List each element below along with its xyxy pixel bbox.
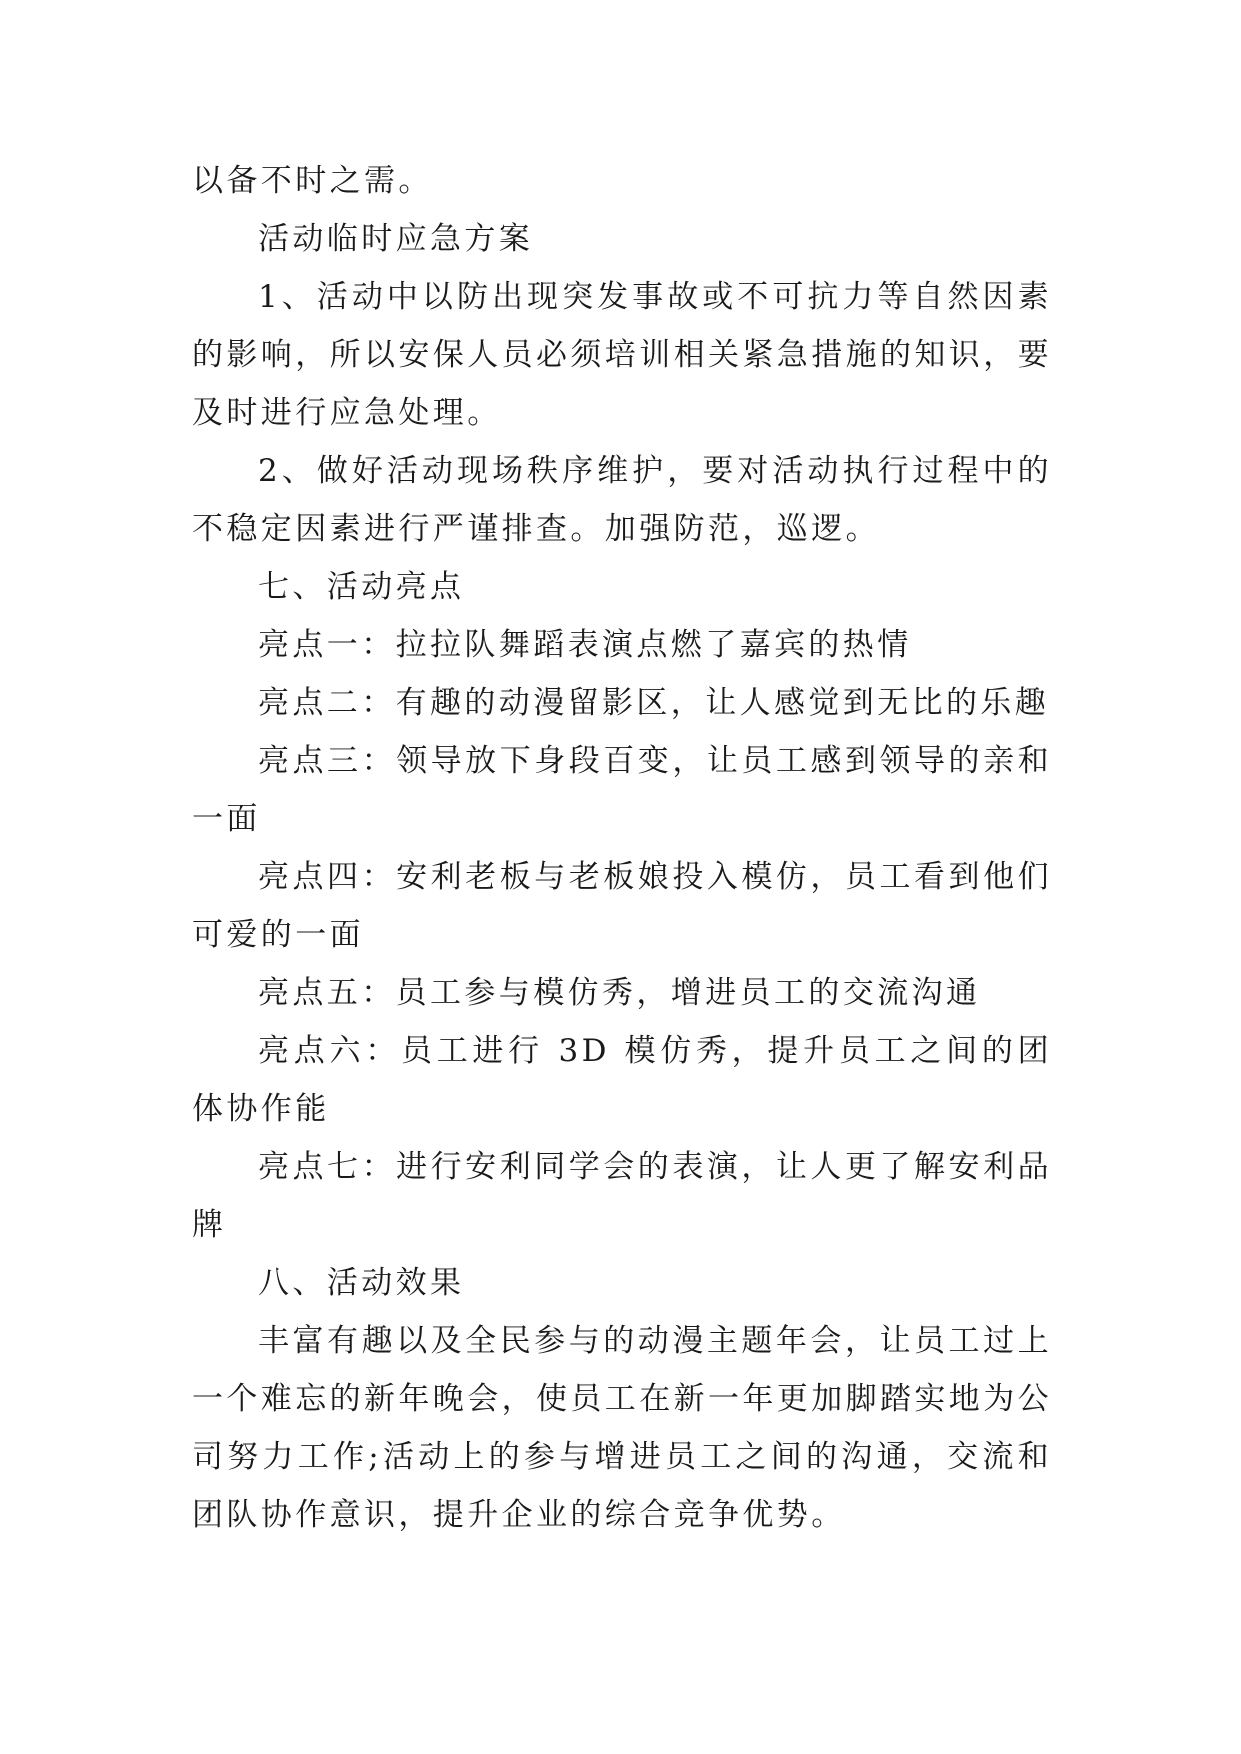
paragraph-continuation: 以备不时之需。 [192,163,433,199]
highlight-item-7: 亮点七：进行安利同学会的表演，让人更了解安利品牌 [192,1149,1052,1243]
paragraph-effects: 丰富有趣以及全民参与的动漫主题年会，让员工过上一个难忘的新年晚会，使员工在新一年更加脚踏实地为公司努力工作;活动上的参与增进员工之间的沟通，交流和团队协作意识，提升企业的综合竞争优势。 [192,1323,1052,1533]
highlight-item-3: 亮点三：领导放下身段百变，让员工感到领导的亲和一面 [192,743,1052,837]
section-heading-highlights: 七、活动亮点 [258,569,465,605]
paragraph-heading-emergency-plan: 活动临时应急方案 [258,221,534,257]
paragraph-emergency-item-1: 1、活动中以防出现突发事故或不可抗力等自然因素的影响，所以安保人员必须培训相关紧急措施的知识，要及时进行应急处理。 [192,279,1052,431]
paragraph-emergency-item-2: 2、做好活动现场秩序维护，要对活动执行过程中的不稳定因素进行严谨排查。加强防范，巡逻。 [192,453,1052,547]
document-body [192,152,1052,1544]
highlight-item-5: 亮点五：员工参与模仿秀，增进员工的交流沟通 [258,975,981,1011]
highlight-item-1: 亮点一：拉拉队舞蹈表演点燃了嘉宾的热情 [258,627,912,663]
highlight-item-6: 亮点六：员工进行 3D 模仿秀，提升员工之间的团体协作能 [192,1033,1052,1127]
highlight-item-4: 亮点四：安利老板与老板娘投入模仿，员工看到他们可爱的一面 [192,859,1052,953]
highlight-item-2: 亮点二：有趣的动漫留影区，让人感觉到无比的乐趣 [258,685,1050,721]
section-heading-effects: 八、活动效果 [258,1265,465,1301]
